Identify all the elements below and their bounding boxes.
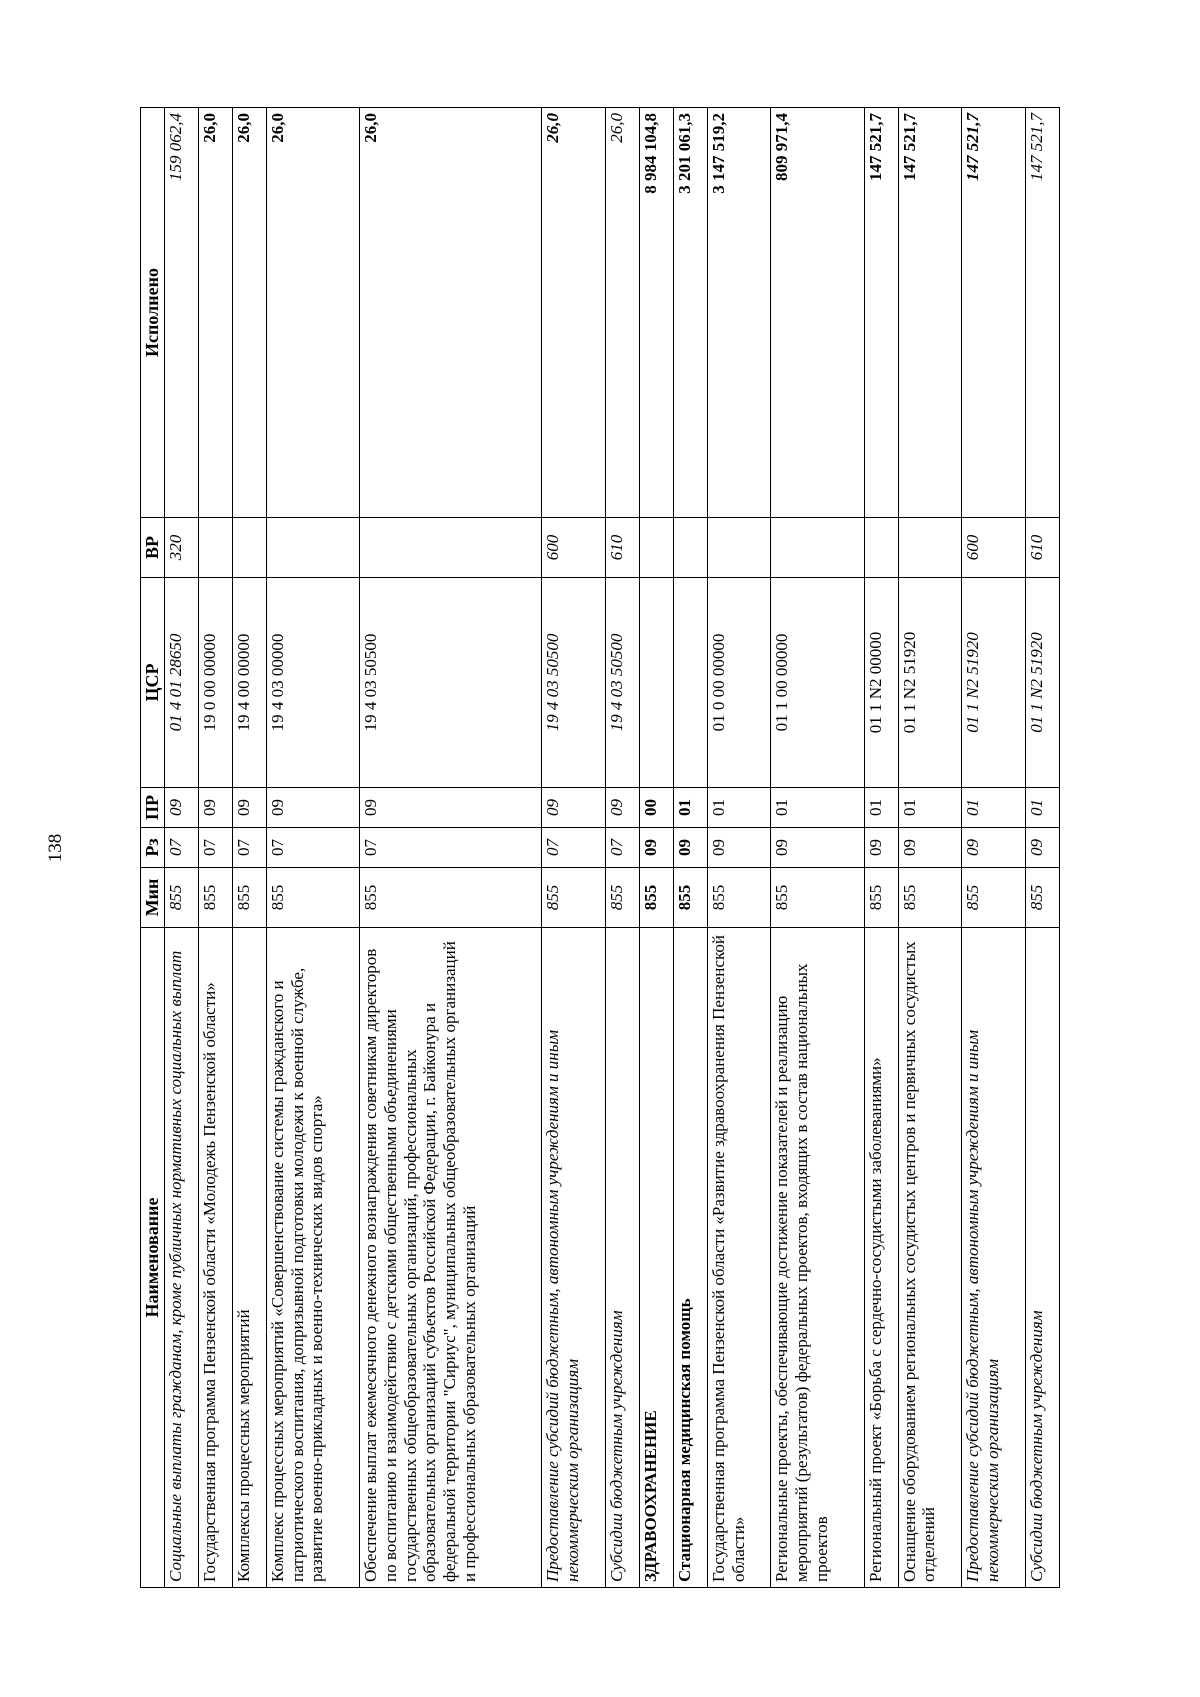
cell-amount: 3 201 061,3 <box>673 108 707 518</box>
table-row <box>360 108 542 1588</box>
header-amount: Исполнено <box>141 108 165 518</box>
cell-min: 855 <box>232 868 266 928</box>
cell-rz: 07 <box>198 828 232 868</box>
cell-min: 855 <box>542 868 606 928</box>
cell-rz: 07 <box>360 828 542 868</box>
cell-rz: 09 <box>962 828 1026 868</box>
cell-min: 855 <box>771 868 864 928</box>
cell-amount: 26,0 <box>605 108 639 518</box>
cell-min: 855 <box>673 868 707 928</box>
cell-pr: 01 <box>864 788 898 828</box>
header-csr: ЦСР <box>141 578 165 788</box>
cell-vr <box>267 518 360 578</box>
cell-csr: 01 1 N2 51920 <box>1025 578 1059 788</box>
cell-amount: 147 521,7 <box>1025 108 1059 518</box>
cell-min: 855 <box>864 868 898 928</box>
cell-csr: 01 1 N2 51920 <box>962 578 1026 788</box>
cell-pr: 01 <box>707 788 771 828</box>
table-row <box>198 108 232 1588</box>
cell-amount: 147 521,7 <box>962 108 1026 518</box>
cell-pr: 01 <box>962 788 1026 828</box>
cell-rz: 09 <box>673 828 707 868</box>
cell-name: Государственная программа Пензенской области «Молодежь Пензенской области» <box>198 928 232 1588</box>
cell-csr: 19 4 03 00000 <box>267 578 360 788</box>
table-row <box>1025 108 1059 1588</box>
page-number: 138 <box>45 833 66 863</box>
cell-csr: 19 4 03 50500 <box>605 578 639 788</box>
cell-rz: 07 <box>232 828 266 868</box>
cell-amount: 26,0 <box>542 108 606 518</box>
cell-min: 855 <box>962 868 1026 928</box>
cell-name: ЗДРАВООХРАНЕНИЕ <box>639 928 673 1588</box>
cell-vr <box>771 518 864 578</box>
table-row <box>707 108 771 1588</box>
table-header-row <box>141 108 165 1588</box>
cell-pr: 09 <box>198 788 232 828</box>
table-row <box>232 108 266 1588</box>
cell-min: 855 <box>198 868 232 928</box>
cell-vr <box>360 518 542 578</box>
table-row <box>267 108 360 1588</box>
cell-vr <box>232 518 266 578</box>
cell-name: Оснащение оборудованием региональных сосудистых центров и первичных сосудистых отделений <box>898 928 962 1588</box>
cell-rz: 07 <box>542 828 606 868</box>
cell-csr: 01 4 01 28650 <box>164 578 198 788</box>
cell-csr <box>639 578 673 788</box>
cell-csr: 19 4 03 50500 <box>360 578 542 788</box>
cell-min: 855 <box>1025 868 1059 928</box>
cell-rz: 09 <box>864 828 898 868</box>
header-vr: ВР <box>141 518 165 578</box>
cell-name: Обеспечение выплат ежемесячного денежного вознаграждения советникам директоров по воспитанию и взаимодействию с детскими общественными объединениями государственных общеобразовательных организаций, профессиональных образовательных организаций субъектов Российской Федерации, г. Байконура и федеральной территории "Сириус", муниципальных общеобразовательных организаций и профессиональных образовательных организаций <box>360 928 542 1588</box>
cell-pr: 09 <box>605 788 639 828</box>
cell-min: 855 <box>360 868 542 928</box>
cell-rz: 09 <box>639 828 673 868</box>
header-pr: ПР <box>141 788 165 828</box>
cell-amount: 26,0 <box>198 108 232 518</box>
table-row <box>962 108 1026 1588</box>
cell-vr <box>198 518 232 578</box>
cell-rz: 09 <box>707 828 771 868</box>
cell-name: Стационарная медицинская помощь <box>673 928 707 1588</box>
cell-name: Субсидии бюджетным учреждениям <box>1025 928 1059 1588</box>
cell-min: 855 <box>267 868 360 928</box>
table-row <box>639 108 673 1588</box>
cell-name: Комплексы процессных мероприятий <box>232 928 266 1588</box>
budget-table <box>140 107 1060 1588</box>
cell-amount: 8 984 104,8 <box>639 108 673 518</box>
cell-name: Предоставление субсидий бюджетным, автономным учреждениям и иным некоммерческим организациям <box>542 928 606 1588</box>
cell-name: Региональные проекты, обеспечивающие достижение показателей и реализацию мероприятий (результатов) федеральных проектов, входящих в состав национальных проектов <box>771 928 864 1588</box>
cell-amount: 26,0 <box>360 108 542 518</box>
table-row <box>605 108 639 1588</box>
cell-vr <box>864 518 898 578</box>
table-row <box>771 108 864 1588</box>
cell-name: Субсидии бюджетным учреждениям <box>605 928 639 1588</box>
cell-vr: 610 <box>1025 518 1059 578</box>
rotated-table-container <box>140 108 1060 1588</box>
cell-amount: 809 971,4 <box>771 108 864 518</box>
cell-vr: 610 <box>605 518 639 578</box>
cell-min: 855 <box>639 868 673 928</box>
cell-name: Социальные выплаты гражданам, кроме публичных нормативных социальных выплат <box>164 928 198 1588</box>
cell-vr: 320 <box>164 518 198 578</box>
cell-pr: 09 <box>542 788 606 828</box>
cell-rz: 07 <box>164 828 198 868</box>
cell-rz: 09 <box>771 828 864 868</box>
cell-pr: 00 <box>639 788 673 828</box>
cell-pr: 09 <box>267 788 360 828</box>
cell-min: 855 <box>164 868 198 928</box>
cell-pr: 01 <box>898 788 962 828</box>
cell-csr: 01 1 N2 51920 <box>898 578 962 788</box>
cell-name: Региональный проект «Борьба с сердечно-сосудистыми заболеваниями» <box>864 928 898 1588</box>
cell-min: 855 <box>605 868 639 928</box>
cell-pr: 01 <box>673 788 707 828</box>
cell-amount: 147 521,7 <box>898 108 962 518</box>
header-min: Мин <box>141 868 165 928</box>
header-rz: Рз <box>141 828 165 868</box>
cell-csr: 19 4 00 00000 <box>232 578 266 788</box>
cell-vr <box>898 518 962 578</box>
header-name: Наименование <box>141 928 165 1588</box>
cell-name: Предоставление субсидий бюджетным, автономным учреждениям и иным некоммерческим организациям <box>962 928 1026 1588</box>
cell-amount: 26,0 <box>267 108 360 518</box>
cell-pr: 09 <box>164 788 198 828</box>
cell-min: 855 <box>898 868 962 928</box>
table-row <box>542 108 606 1588</box>
cell-pr: 09 <box>360 788 542 828</box>
table-row <box>864 108 898 1588</box>
cell-csr: 19 0 00 00000 <box>198 578 232 788</box>
cell-min: 855 <box>707 868 771 928</box>
cell-amount: 26,0 <box>232 108 266 518</box>
cell-vr <box>639 518 673 578</box>
cell-csr <box>673 578 707 788</box>
cell-rz: 09 <box>1025 828 1059 868</box>
cell-vr <box>707 518 771 578</box>
cell-rz: 07 <box>267 828 360 868</box>
cell-pr: 01 <box>1025 788 1059 828</box>
cell-vr: 600 <box>962 518 1026 578</box>
cell-pr: 09 <box>232 788 266 828</box>
cell-vr: 600 <box>542 518 606 578</box>
cell-pr: 01 <box>771 788 864 828</box>
cell-vr <box>673 518 707 578</box>
cell-rz: 07 <box>605 828 639 868</box>
table-row <box>164 108 198 1588</box>
cell-csr: 19 4 03 50500 <box>542 578 606 788</box>
cell-csr: 01 0 00 00000 <box>707 578 771 788</box>
cell-rz: 09 <box>898 828 962 868</box>
cell-amount: 3 147 519,2 <box>707 108 771 518</box>
table-row <box>898 108 962 1588</box>
table-row <box>673 108 707 1588</box>
cell-csr: 01 1 00 00000 <box>771 578 864 788</box>
cell-amount: 159 062,4 <box>164 108 198 518</box>
cell-name: Государственная программа Пензенской области «Развитие здравоохранения Пензенской области» <box>707 928 771 1588</box>
cell-amount: 147 521,7 <box>864 108 898 518</box>
cell-name: Комплекс процессных мероприятий «Совершенствование системы гражданского и патриотического воспитания, допризывной подготовки молодежи к военной службе, развитие военно-прикладных и военно-технических видов спорта» <box>267 928 360 1588</box>
cell-csr: 01 1 N2 00000 <box>864 578 898 788</box>
